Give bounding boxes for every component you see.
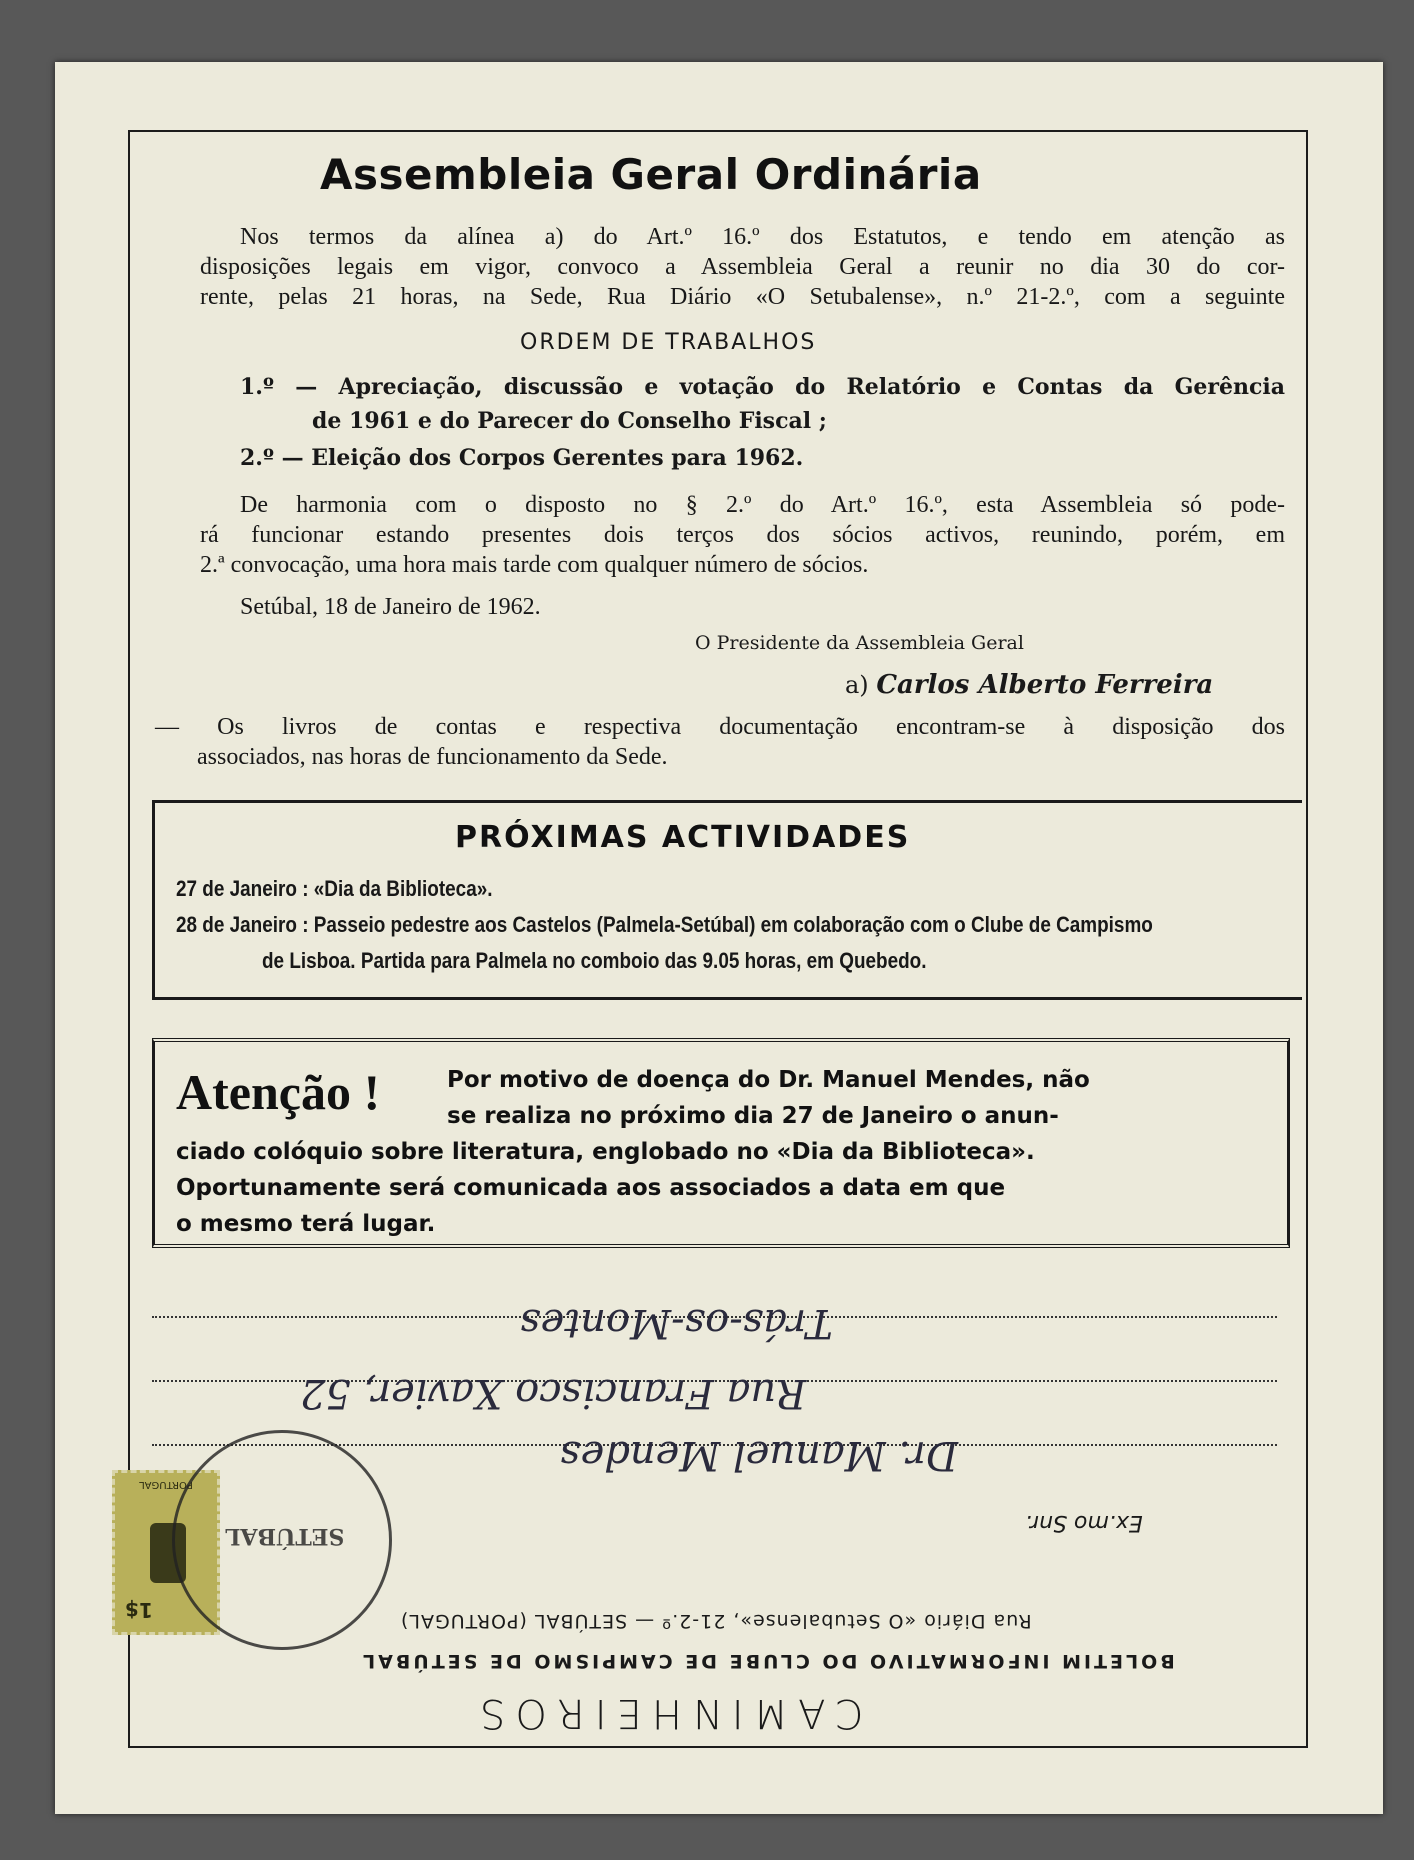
agenda-heading: ORDEM DE TRABALHOS [520, 330, 817, 355]
attention-line: se realiza no próximo dia 27 de Janeiro o anun- [447, 1103, 1059, 1129]
attention-line: Oportunamente será comunicada aos associados a data em que [176, 1175, 1006, 1201]
attention-line: Por motivo de doença do Dr. Manuel Mendes, não [447, 1067, 1090, 1093]
convocation-paragraph [200, 222, 1285, 312]
signature-prefix: a) [845, 671, 869, 699]
salutation: Ex.mo Snr. [1025, 1510, 1143, 1535]
publisher-address: Rua Diário «O Setubalense», 21-2.º — SETÚBAL (PORTUGAL) [400, 1610, 1032, 1632]
books-note [155, 712, 1285, 772]
convocation-line: rente, pelas 21 horas, na Sede, Rua Diário «O Setubalense», n.º 21-2.º, com a seguinte [200, 284, 1285, 310]
quorum-paragraph [200, 490, 1285, 580]
signature-name: Carlos Alberto Ferreira [876, 670, 1214, 700]
activity-line: 28 de Janeiro : Passeio pedestre aos Castelos (Palmela-Setúbal) em colaboração com o Clube de Campismo [176, 912, 1153, 937]
attention-heading: Atenção ! [176, 1064, 381, 1120]
handwritten-address: Dr. Manuel Mendes [560, 1432, 958, 1478]
convocation-line: disposições legais em vigor, convoco a Assembleia Geral a reunir no dia 30 do cor- [200, 254, 1285, 280]
quorum-line: 2.ª convocação, uma hora mais tarde com qualquer número de sócios. [200, 552, 869, 578]
postmark-text: SETÚBAL [225, 1523, 345, 1549]
upcoming-activities-title: PRÓXIMAS ACTIVIDADES [455, 820, 911, 855]
quorum-line: rá funcionar estando presentes dois terços dos sócios activos, reunindo, porém, em [200, 522, 1285, 548]
masthead: CAMINHEIROS [470, 1690, 864, 1736]
signature [845, 670, 1213, 700]
agenda-item-1: 1.º — Apreciação, discussão e votação do Relatório e Contas da Gerência [240, 374, 1285, 400]
agenda-item-2: 2.º — Eleição dos Corpos Gerentes para 1962. [240, 445, 804, 471]
page-title: Assembleia Geral Ordinária [320, 150, 982, 199]
attention-line: ciado colóquio sobre literatura, englobado no «Dia da Biblioteca». [176, 1139, 1035, 1165]
quorum-line: De harmonia com o disposto no § 2.º do Art.º 16.º, esta Assembleia só pode- [240, 492, 1285, 518]
handwritten-address: Rua Francisco Xavier, 52 [300, 1370, 807, 1416]
stamp-value: 1$ [125, 1598, 153, 1622]
stamp-label: PORTUGAL [139, 1479, 193, 1490]
bulletin-subtitle: BOLETIM INFORMATIVO DO CLUBE DE CAMPISMO DE SETÚBAL [360, 1650, 1175, 1672]
attention-line: o mesmo terá lugar. [176, 1211, 436, 1237]
activity-line: de Lisboa. Partida para Palmela no comboio das 9.05 horas, em Quebedo. [262, 948, 927, 973]
books-note-line: — Os livros de contas e respectiva documentação encontram-se à disposição dos [155, 714, 1285, 740]
postmark [172, 1430, 392, 1650]
place-date: Setúbal, 18 de Janeiro de 1962. [240, 594, 541, 620]
handwritten-address: Trás-os-Montes [520, 1300, 833, 1346]
agenda-item-1-cont: de 1961 e do Parecer do Conselho Fiscal ; [312, 408, 827, 434]
activity-line: 27 de Janeiro : «Dia da Biblioteca». [176, 876, 493, 901]
convocation-line: Nos termos da alínea a) do Art.º 16.º dos Estatutos, e tendo em atenção as [240, 224, 1285, 250]
books-note-line: associados, nas horas de funcionamento da Sede. [197, 744, 668, 770]
signature-caption: O Presidente da Assembleia Geral [695, 632, 1024, 654]
